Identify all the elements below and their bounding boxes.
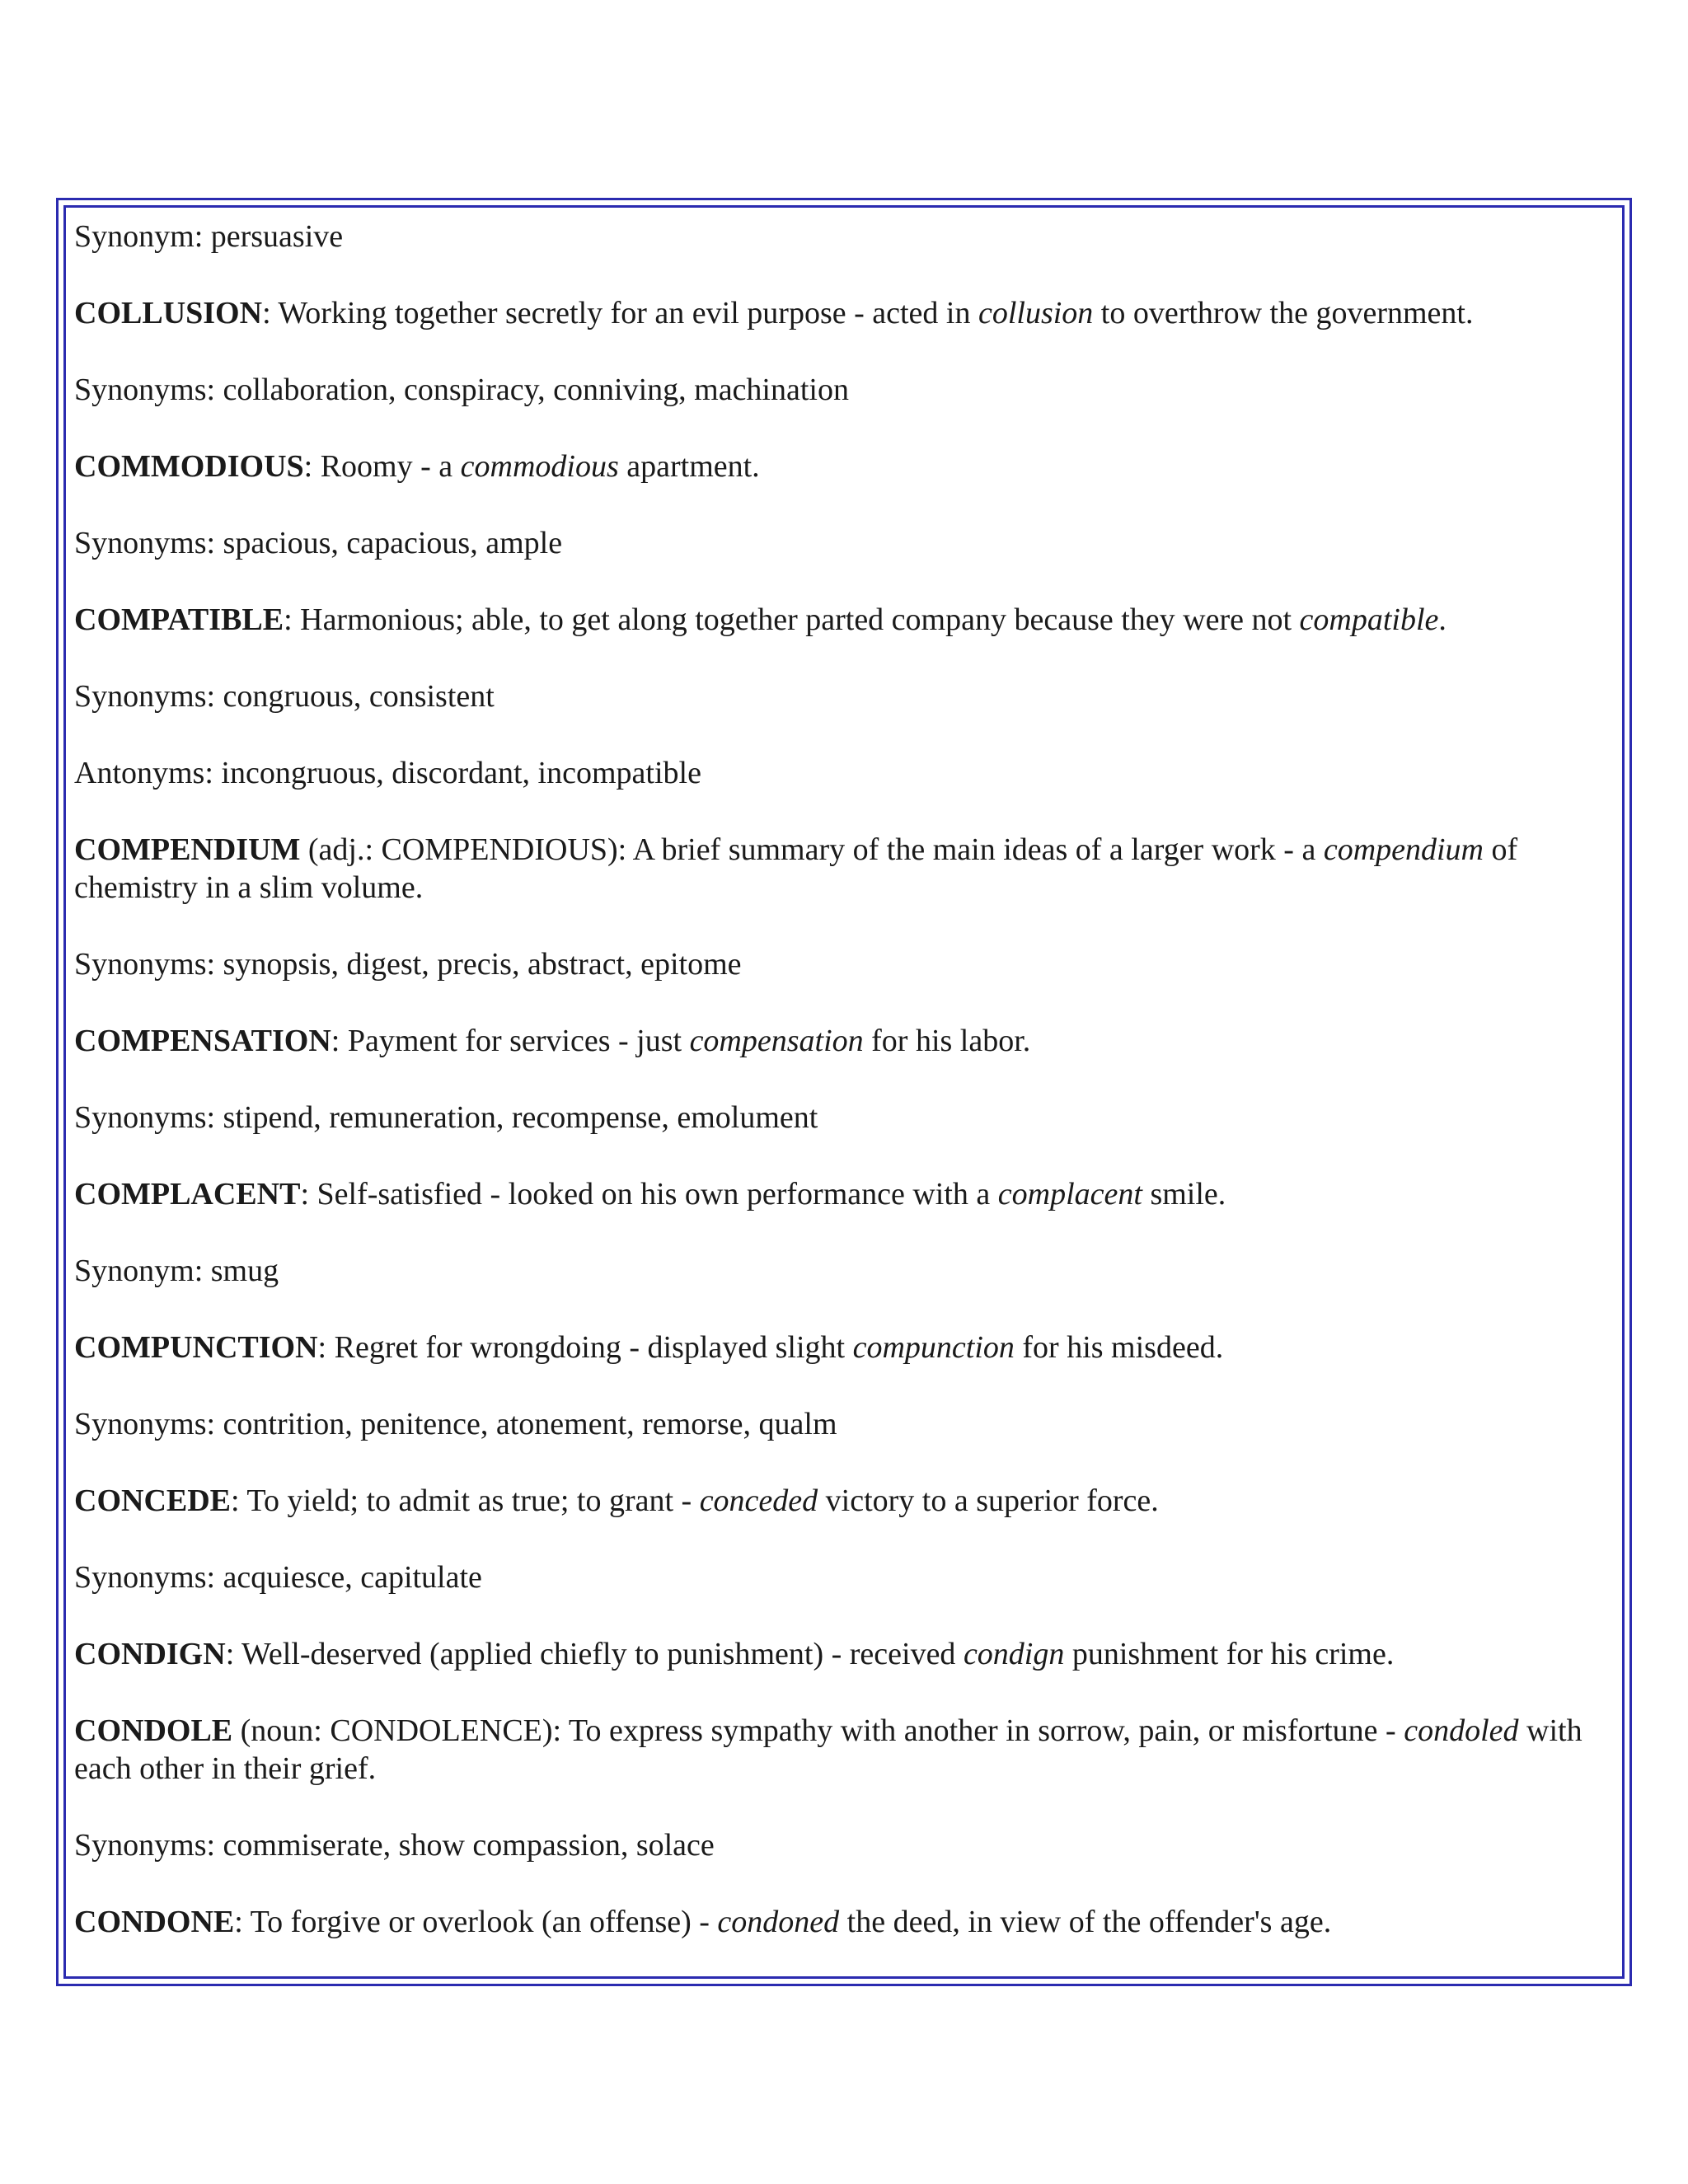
entry-term: COMPENSATION <box>74 1024 331 1058</box>
entry-term: COMPUNCTION <box>74 1330 318 1365</box>
synonym-line: Synonyms: acquiesce, capitulate <box>74 1560 482 1595</box>
definition-entry <box>74 1329 1611 1366</box>
synonym-line: Synonym: smug <box>74 1254 279 1288</box>
content-frame-inner <box>63 205 1625 1979</box>
synonym-line: Synonym: persuasive <box>74 219 344 254</box>
entry-example-word: commodious <box>460 449 619 484</box>
definition-entry <box>74 1022 1611 1060</box>
definition-entry <box>74 1175 1611 1213</box>
synonym-line: Synonyms: stipend, remuneration, recompense, emolument <box>74 1100 818 1135</box>
entry-definition: : Regret for wrongdoing - displayed slight <box>317 1330 853 1365</box>
definition-entry <box>74 1712 1611 1788</box>
definition-entry <box>74 294 1611 332</box>
definition-entry <box>74 1903 1611 1941</box>
definition-entry <box>74 448 1611 485</box>
definition-entry <box>74 601 1611 639</box>
synonym-line: Synonyms: synopsis, digest, precis, abstract, epitome <box>74 947 742 982</box>
entry-example-word: condign <box>963 1637 1065 1671</box>
entry-example-tail: for his labor. <box>863 1024 1031 1058</box>
entry-example-word: condoned <box>717 1905 840 1939</box>
entry-example-tail: punishment for his crime. <box>1064 1637 1395 1671</box>
definition-entry <box>74 1482 1611 1520</box>
entry-term: CONCEDE <box>74 1483 232 1518</box>
entry-term: COMPLACENT <box>74 1177 301 1212</box>
synonym-line: Synonyms: contrition, penitence, atonement, remorse, qualm <box>74 1407 837 1441</box>
entry-list <box>74 218 1611 1941</box>
definition-entry <box>74 831 1611 907</box>
synonym-line: Antonyms: incongruous, discordant, incompatible <box>74 756 701 790</box>
entry-example-word: complacent <box>997 1177 1142 1212</box>
entry-example-tail: . <box>1438 602 1447 637</box>
entry-term: CONDONE <box>74 1905 235 1939</box>
entry-example-tail: apartment. <box>618 449 760 484</box>
entry-term: COLLUSION <box>74 296 263 330</box>
entry-definition: (noun: CONDOLENCE): To express sympathy with another in sorrow, pain, or misfortune - <box>232 1713 1404 1748</box>
entry-term: CONDOLE <box>74 1713 233 1748</box>
entry-example-tail: smile. <box>1142 1177 1226 1212</box>
entry-example-tail: for his misdeed. <box>1014 1330 1224 1365</box>
content-frame <box>56 198 1632 1986</box>
entry-definition: : Well-deserved (applied chiefly to punishment) - received <box>225 1637 964 1671</box>
entry-example-tail: of chemistry in a slim volume. <box>74 832 1518 905</box>
synonym-line: Synonyms: commiserate, show compassion, solace <box>74 1828 715 1863</box>
synonym-line: Synonyms: spacious, capacious, ample <box>74 526 563 560</box>
entry-example-word: compendium <box>1323 832 1484 867</box>
entry-definition: : Roomy - a <box>303 449 461 484</box>
entry-example-word: condoled <box>1404 1713 1519 1748</box>
entry-term: CONDIGN <box>74 1637 226 1671</box>
entry-example-word: conceded <box>699 1483 818 1518</box>
entry-definition: : Working together secretly for an evil purpose - acted in <box>262 296 978 330</box>
entry-example-word: compunction <box>852 1330 1015 1365</box>
entry-example-tail: to overthrow the government. <box>1093 296 1474 330</box>
entry-definition: : To forgive or overlook (an offense) - <box>234 1905 718 1939</box>
entry-example-tail: the deed, in view of the offender's age. <box>839 1905 1332 1939</box>
entry-definition: (adj.: COMPENDIOUS): A brief summary of the main ideas of a larger work - a <box>300 832 1324 867</box>
entry-definition: : To yield; to admit as true; to grant - <box>231 1483 700 1518</box>
entry-definition: : Self-satisfied - looked on his own performance with a <box>300 1177 998 1212</box>
entry-example-word: compatible <box>1299 602 1439 637</box>
entry-example-tail: victory to a superior force. <box>818 1483 1159 1518</box>
entry-term: COMPENDIUM <box>74 832 301 867</box>
definition-entry <box>74 1635 1611 1673</box>
synonym-line: Synonyms: collaboration, conspiracy, conniving, machination <box>74 373 849 407</box>
entry-term: COMPATIBLE <box>74 602 284 637</box>
entry-example-word: compensation <box>689 1024 864 1058</box>
entry-example-tail: with each other in their grief. <box>74 1713 1582 1786</box>
entry-example-word: collusion <box>978 296 1094 330</box>
entry-term: COMMODIOUS <box>74 449 304 484</box>
entry-definition: : Harmonious; able, to get along together parted company because they were not <box>284 602 1300 637</box>
synonym-line: Synonyms: congruous, consistent <box>74 679 495 714</box>
entry-definition: : Payment for services - just <box>331 1024 690 1058</box>
